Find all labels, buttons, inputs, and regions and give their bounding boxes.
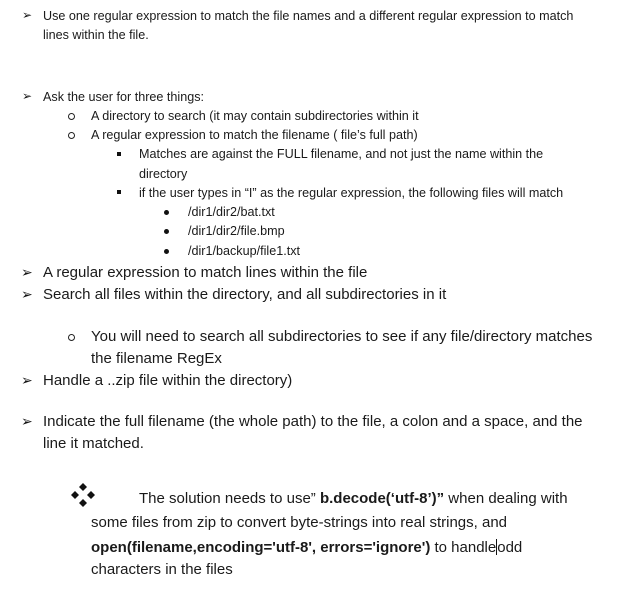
- intro-line-2: lines within the file.: [43, 28, 149, 42]
- example-file: /dir1/dir2/file.bmp: [188, 224, 285, 238]
- solution-pre: The solution needs to use”: [139, 490, 316, 507]
- dot-bullet-icon: [164, 229, 169, 234]
- example-file: /dir1/dir2/bat.txt: [188, 205, 275, 219]
- match-note-line-2: directory: [139, 167, 188, 181]
- example-file: /dir1/backup/file1.txt: [188, 244, 301, 258]
- subdirs-line-2: the filename RegEx: [91, 350, 222, 367]
- circle-bullet-icon: [68, 132, 75, 139]
- match-note-line-1: Matches are against the FULL filename, and not just the name within the: [139, 147, 544, 161]
- dot-bullet-icon: [164, 249, 169, 254]
- solution-handle: to handle: [434, 539, 497, 556]
- solution-line-3: [91, 539, 522, 555]
- circle-bullet-icon: [68, 334, 75, 341]
- arrow-bullet-icon: ➢: [21, 286, 33, 302]
- indicate-line-1: Indicate the full filename (the whole path) to the file, a colon and a space, and the: [43, 413, 583, 430]
- arrow-bullet-icon: ➢: [22, 89, 33, 103]
- arrow-bullet-icon: ➢: [21, 413, 33, 429]
- example-note: if the user types in “I” as the regular expression, the following files will match: [139, 186, 564, 200]
- subdirs-line-1: You will need to search all subdirectories to see if any file/directory matches: [91, 328, 593, 345]
- arrow-bullet-icon: ➢: [21, 264, 33, 280]
- solution-post: when dealing with: [448, 490, 568, 507]
- dot-bullet-icon: [164, 210, 169, 215]
- solution-code-open: open(filename,encoding='utf-8', errors='ignore'): [91, 539, 431, 556]
- square-bullet-icon: [117, 190, 121, 194]
- ask-heading: Ask the user for three things:: [43, 90, 205, 104]
- solution-odd: odd: [497, 539, 523, 556]
- regex-lines-item: A regular expression to match lines within the file: [43, 264, 368, 281]
- square-bullet-icon: [117, 152, 121, 156]
- ask-directory: A directory to search (it may contain subdirectories within it: [91, 109, 419, 123]
- solution-line-2: some files from zip to convert byte-strings into real strings, and: [91, 514, 508, 531]
- solution-code-decode: b.decode(‘utf-8’)”: [319, 490, 445, 507]
- search-item: Search all files within the directory, and all subdirectories in it: [43, 286, 447, 303]
- ask-regex-filename: A regular expression to match the filename ( file’s full path): [91, 128, 418, 142]
- zip-item: Handle a ..zip file within the directory): [43, 372, 293, 389]
- intro-line-1: Use one regular expression to match the file names and a different regular expression to match: [43, 9, 574, 23]
- indicate-line-2: line it matched.: [43, 435, 144, 452]
- arrow-bullet-icon: ➢: [21, 372, 33, 388]
- arrow-bullet-icon: ➢: [22, 8, 33, 22]
- diamond-bullet-icon: [70, 483, 96, 507]
- solution-line-1: [139, 491, 568, 506]
- solution-line-4: characters in the files: [91, 561, 233, 578]
- circle-bullet-icon: [68, 113, 75, 120]
